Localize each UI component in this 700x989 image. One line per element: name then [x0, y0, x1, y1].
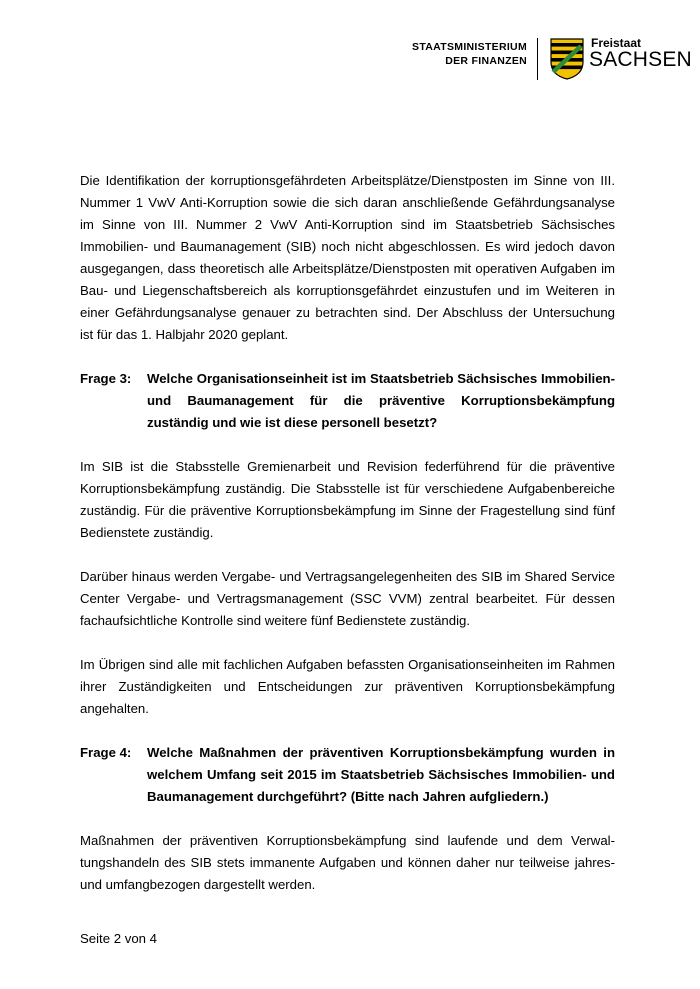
- question-3-text: Welche Organisationseinheit ist im Staatsbetrieb Sächsisches Immobilien- und Baumanagement für die präventive Korruptionsbekämpfung zuständig und wie ist diese personell besetzt?: [147, 371, 615, 430]
- page-number: Seite 2 von 4: [80, 931, 157, 946]
- paragraph-1: Die Identifikation der korruptionsgefährdeten Arbeitsplätze/Dienstposten im Sinne von III. Nummer 1 VwV Anti-Korruption sowie die sich daran anschließende Gefährdungsanalyse im Sinne von III. Nummer 2 VwV Anti-Korruption sind im Staatsbetrieb Sächsisches Immobilien- und Baumanagement (SIB) noch nicht abgeschlossen. Es wird jedoch davon ausgegangen, dass theoretisch alle Arbeitsplätze/Dienstposten mit operativen Aufgaben im Bau- und Liegenschaftsbereich als korruptionsgefährdet einzustufen und im Weiteren in einer Gefährdungsanalyse genauer zu betrachten sind. Der Abschluss der Untersuchung ist für das 1. Halbjahr 2020 geplant.: [80, 173, 615, 342]
- paragraph-5: Maßnahmen der präventiven Korruptionsbekämpfung sind laufende und dem Verwaltungshandeln des SIB stets immanente Aufgaben und können daher nur teilweise jahres- und umfangbezogen dargestellt werden.: [80, 833, 615, 892]
- question-3-label: Frage 3:: [80, 371, 132, 386]
- question-4-text: Welche Maßnahmen der präventiven Korruptionsbekämpfung wurden in welchem Umfang seit 2015 im Staatsbetrieb Sächsisches Immobilien- und Baumanagement durchgeführt? (Bitte nach Jahren aufgliedern.): [147, 745, 615, 804]
- letter-body: [80, 170, 615, 896]
- question-4-label: Frage 4:: [80, 745, 132, 760]
- logo-sachsen: SACHSEN: [589, 48, 692, 71]
- ministry-name: [412, 40, 527, 68]
- paragraph-3: Darüber hinaus werden Vergabe- und Vertragsangelegenheiten des SIB im Shared Service Center Vergabe- und Vertragsmanagement (SSC VVM) zentral bearbeitet. Für dessen fachaufsichtliche Kontrolle sind weitere fünf Bedienstete zuständig.: [80, 569, 615, 628]
- saxony-coat-of-arms-icon: [550, 38, 584, 80]
- ministry-line-2: DER FINANZEN: [445, 55, 527, 67]
- header-divider: [537, 38, 538, 80]
- ministry-line-1: STAATSMINISTERIUM: [412, 41, 527, 53]
- question-3: [80, 368, 615, 434]
- question-4: [80, 742, 615, 808]
- paragraph-2: Im SIB ist die Stabsstelle Gremienarbeit und Revision federführend für die präventive Korruptionsbekämpfung zuständig. Die Stabsstelle ist für verschiedene Aufgabenbereiche zuständig. Für die präventive Korruptionsbekämpfung im Sinne der Fragestellung sind fünf Bedienstete zuständig.: [80, 459, 615, 540]
- logo-freistaat: Freistaat: [591, 36, 642, 50]
- paragraph-4: Im Übrigen sind alle mit fachlichen Aufgaben befassten Organisationseinheiten im Rahmen ihrer Zuständigkeiten und Entscheidungen zur präventiven Korruptionsbekämpfung angehalten.: [80, 657, 615, 716]
- page-header: [0, 0, 700, 90]
